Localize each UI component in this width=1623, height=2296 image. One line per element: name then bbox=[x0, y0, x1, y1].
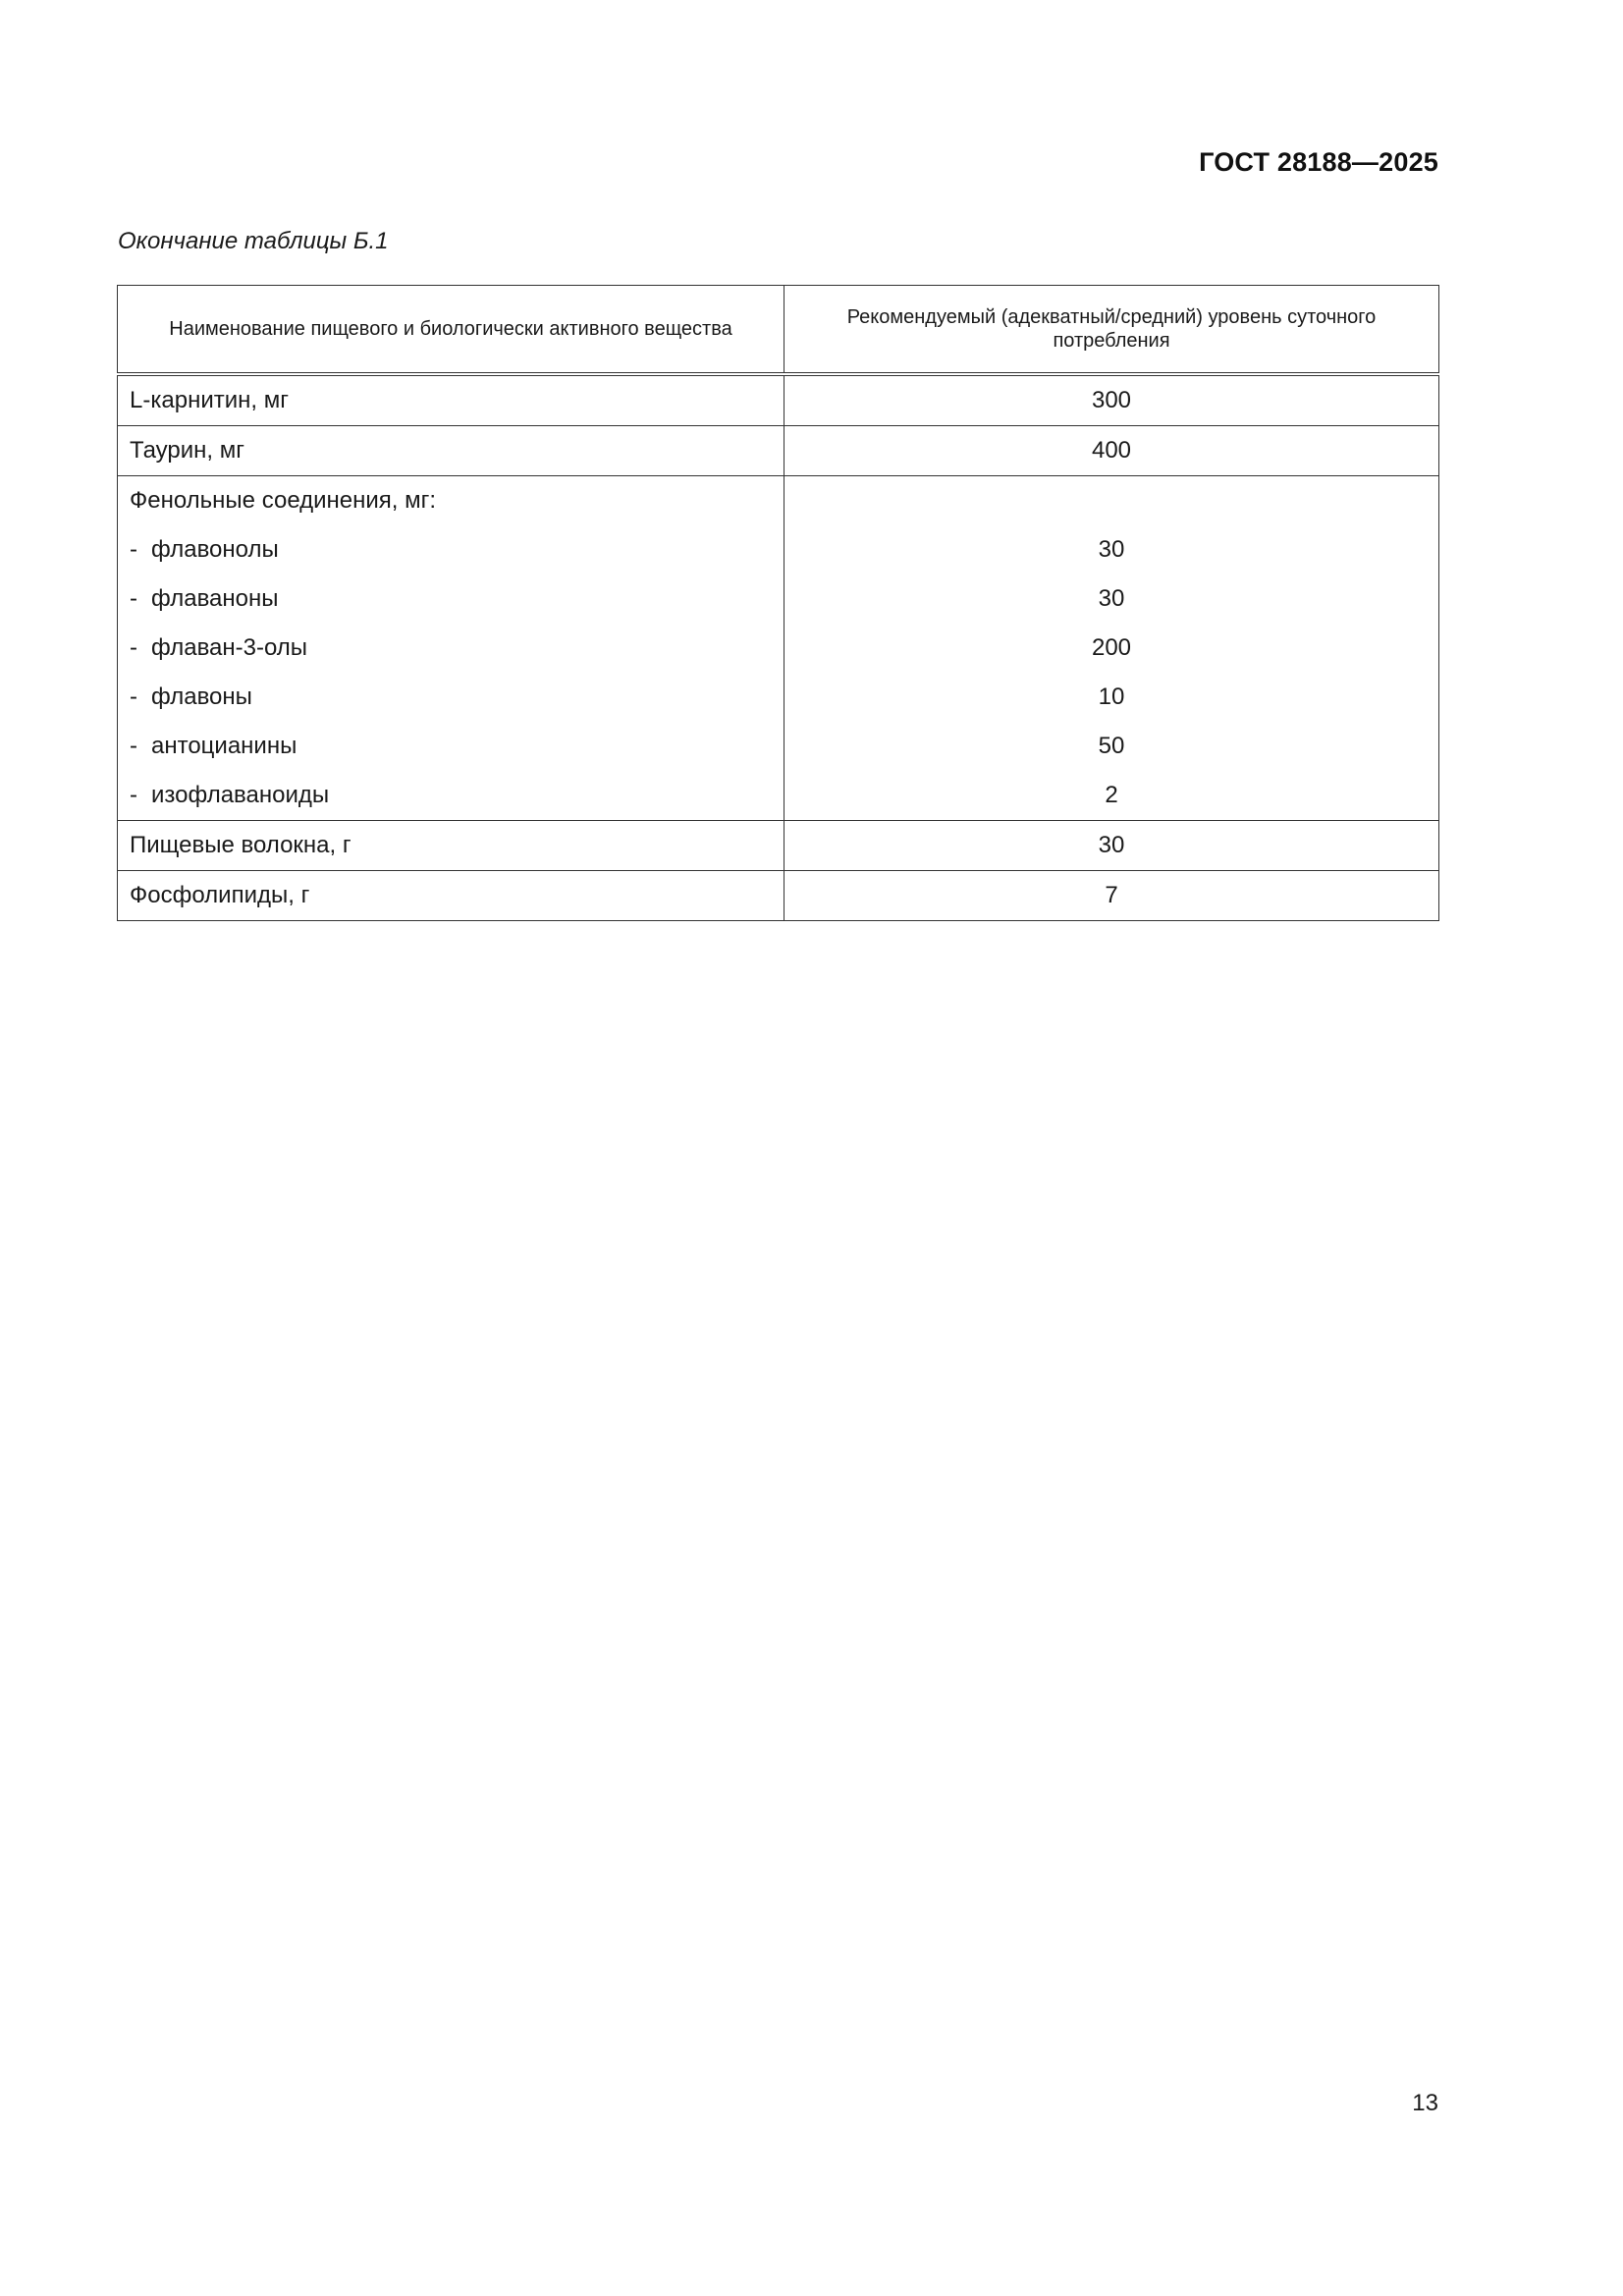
document-code: ГОСТ 28188—2025 bbox=[1199, 147, 1438, 177]
column-header-intake-level: Рекомендуемый (адекватный/средний) уровень суточного потребления bbox=[784, 286, 1439, 375]
substance-subitem bbox=[118, 673, 784, 722]
table-row bbox=[118, 476, 1439, 526]
table-subrow bbox=[118, 722, 1439, 771]
nutrient-table bbox=[117, 285, 1439, 921]
substance-subitem bbox=[118, 722, 784, 771]
list-dash: - bbox=[130, 683, 137, 710]
substance-name: Фосфолипиды, г bbox=[118, 871, 784, 921]
list-dash: - bbox=[130, 585, 137, 612]
substance-subitem-label: флавоны bbox=[151, 683, 252, 710]
list-dash: - bbox=[130, 634, 137, 661]
substance-subitem bbox=[118, 574, 784, 624]
intake-value: 50 bbox=[784, 722, 1439, 771]
table-subrow bbox=[118, 673, 1439, 722]
substance-name: Таурин, мг bbox=[118, 426, 784, 476]
substance-subitem-label: флавонолы bbox=[151, 536, 279, 563]
nutrient-table-container bbox=[117, 285, 1438, 921]
intake-value: 30 bbox=[784, 574, 1439, 624]
page-number: 13 bbox=[1412, 2090, 1438, 2116]
substance-subitem-label: антоцианины bbox=[151, 733, 298, 759]
substance-name: Пищевые волокна, г bbox=[118, 821, 784, 871]
table-header-row bbox=[118, 286, 1439, 375]
intake-value: 2 bbox=[784, 771, 1439, 821]
substance-subitem-label: флаваноны bbox=[151, 585, 279, 612]
intake-value: 400 bbox=[784, 426, 1439, 476]
substance-subitem-label: изофлаваноиды bbox=[151, 782, 330, 808]
table-row bbox=[118, 821, 1439, 871]
substance-subitem bbox=[118, 771, 784, 821]
list-dash: - bbox=[130, 733, 137, 759]
table-subrow bbox=[118, 771, 1439, 821]
substance-subitem bbox=[118, 624, 784, 673]
list-dash: - bbox=[130, 536, 137, 563]
intake-value: 30 bbox=[784, 821, 1439, 871]
substance-name: L-карнитин, мг bbox=[118, 374, 784, 426]
intake-value: 7 bbox=[784, 871, 1439, 921]
table-subrow bbox=[118, 624, 1439, 673]
intake-value: 30 bbox=[784, 525, 1439, 574]
substance-subitem bbox=[118, 525, 784, 574]
table-row bbox=[118, 426, 1439, 476]
column-header-substance: Наименование пищевого и биологически активного вещества bbox=[118, 286, 784, 375]
list-dash: - bbox=[130, 782, 137, 808]
table-row bbox=[118, 871, 1439, 921]
table-caption: Окончание таблицы Б.1 bbox=[118, 228, 389, 254]
table-subrow bbox=[118, 574, 1439, 624]
substance-group-name: Фенольные соединения, мг: bbox=[118, 476, 784, 526]
intake-value: 300 bbox=[784, 374, 1439, 426]
intake-value: 200 bbox=[784, 624, 1439, 673]
intake-value: 10 bbox=[784, 673, 1439, 722]
substance-subitem-label: флаван-3-олы bbox=[151, 634, 308, 661]
intake-value bbox=[784, 476, 1439, 526]
table-row bbox=[118, 374, 1439, 426]
table-subrow bbox=[118, 525, 1439, 574]
